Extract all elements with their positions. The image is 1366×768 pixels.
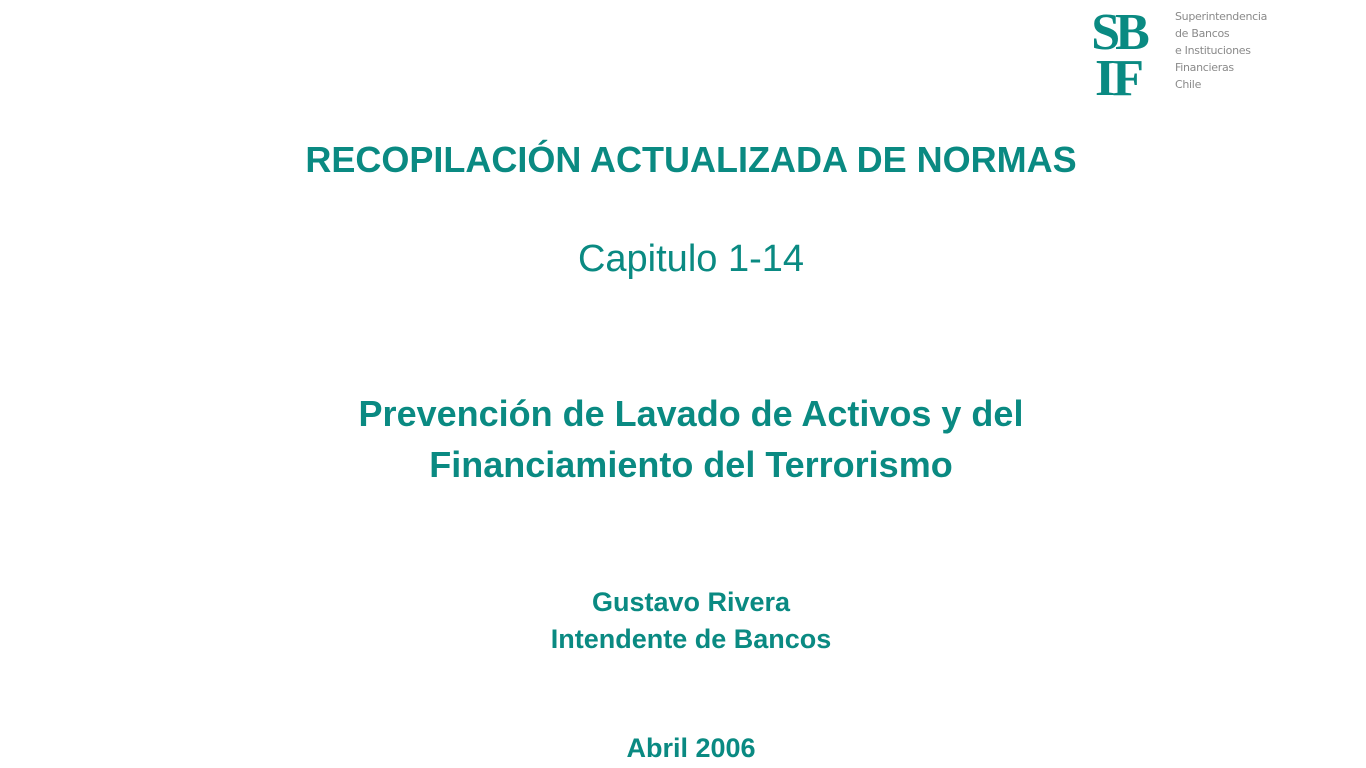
sbif-logo [1074,8,1274,100]
logo-caption-line: Financieras [1175,61,1234,74]
logo-mark-bottom: IF [1095,50,1141,98]
chapter-label: Capitulo 1-14 [577,238,805,280]
sbif-logo-mark [1074,8,1162,98]
logo-caption-line: e Instituciones [1175,44,1251,57]
document-subject [8,388,1366,490]
logo-caption-line: Superintendencia [1175,10,1268,23]
document-title: RECOPILACIÓN ACTUALIZADA DE NORMAS [305,139,1077,180]
logo-caption-line: Chile [1175,78,1202,91]
logo-mark-top: SB [1091,8,1145,61]
author-role: Intendente de Bancos [550,624,832,654]
document-date: Abril 2006 [626,733,756,763]
subject-line-2: Financiamiento del Terrorismo [429,444,953,485]
logo-caption-line: de Bancos [1175,27,1230,40]
author-block [8,584,1366,658]
author-name: Gustavo Rivera [591,587,791,617]
logo-caption [1175,8,1275,93]
subject-line-1: Prevención de Lavado de Activos y del [358,393,1024,434]
